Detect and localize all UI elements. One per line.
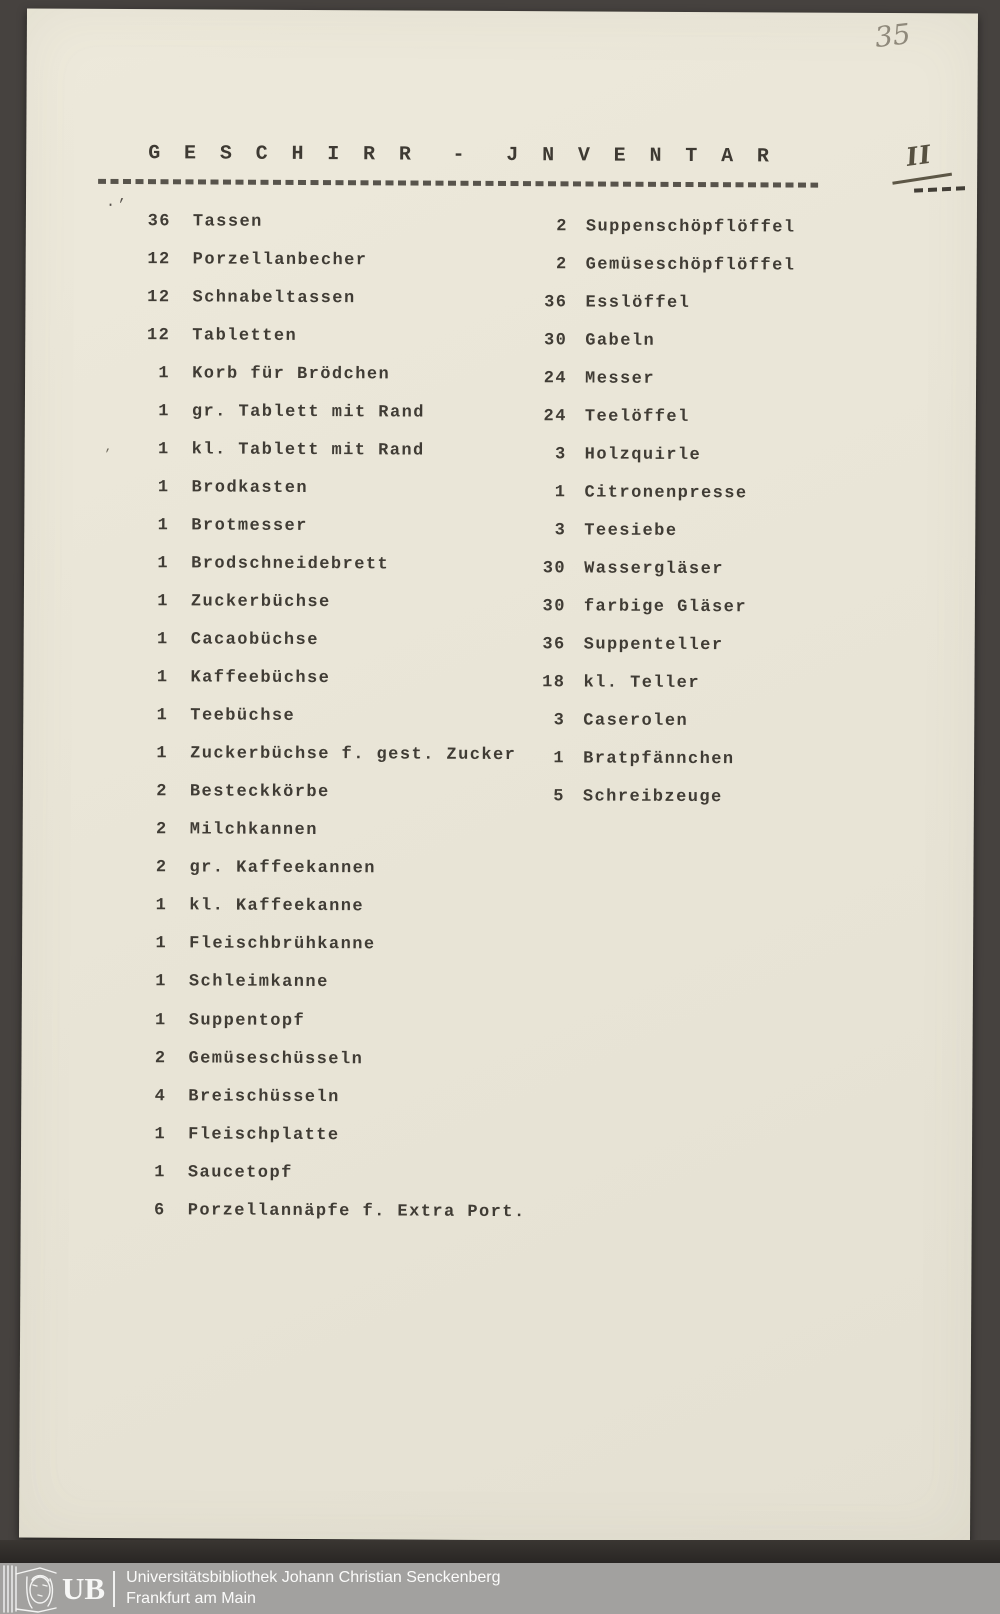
inventory-column-left [91,202,531,1232]
handwritten-section-mark: II [904,139,934,172]
item-quantity: 2 [556,216,568,236]
item-quantity: 36 [147,211,171,231]
item-name: Schleimkanne [188,972,329,993]
item-quantity: 30 [542,559,567,579]
document-title: G E S C H I R R - J N V E N T A R [148,142,775,169]
inventory-row [491,473,794,513]
item-name: Holzquirle [584,445,702,465]
item-quantity: 1 [156,668,169,688]
item-quantity: 3 [554,521,567,541]
item-quantity: 24 [543,368,568,389]
scan-shadow-strip [0,1540,1000,1563]
item-quantity: 4 [154,1086,167,1106]
inventory-row [492,283,795,323]
section-mark-dashes [914,186,969,193]
inventory-row [93,773,528,813]
inventory-row [93,696,528,736]
library-name-block [126,1568,500,1609]
inventory-row [94,506,529,546]
item-quantity: 1 [157,554,170,574]
inventory-row [492,397,795,437]
inventory-row [96,202,531,242]
item-quantity: 1 [155,972,167,992]
inventory-row [490,778,793,818]
inventory-row [92,1001,527,1041]
item-name: Brodschneidebrett [191,554,390,575]
item-name: Cacaobüchse [190,630,319,651]
item-quantity: 2 [155,858,168,878]
item-name: kl. Tablett mit Rand [191,440,425,461]
inventory-row [491,625,794,665]
item-name: Citronenpresse [584,483,748,504]
item-quantity: 1 [155,1010,167,1030]
library-name: Universitätsbibliothek Johann Christian Senckenberg [126,1569,501,1586]
inventory-row [94,620,529,660]
item-quantity: 1 [157,440,170,460]
item-quantity: 1 [154,1162,166,1182]
item-name: Suppenschöpflöffel [585,216,796,238]
item-quantity: 2 [154,1048,167,1068]
inventory-row [92,849,527,889]
library-logo-portrait-icon [2,1565,60,1613]
item-name: Esslöffel [585,293,691,313]
item-name: gr. Kaffeekannen [189,858,376,879]
handwritten-page-number: 35 [873,17,913,55]
inventory-column-right [490,207,796,817]
item-name: Porzellannäpfe f. Extra Port. [187,1201,526,1222]
inventory-row [490,740,793,780]
item-quantity: 1 [155,934,168,954]
item-name: kl. Teller [583,673,701,694]
item-quantity: 24 [543,406,567,427]
inventory-row [91,1039,526,1079]
item-name: Suppentopf [188,1010,306,1031]
section-mark-underline [892,173,952,185]
inventory-row [91,1077,526,1117]
item-quantity: 1 [554,483,567,503]
item-quantity: 1 [156,744,169,764]
item-name: Fleischplatte [188,1125,340,1145]
item-name: Wassergläser [584,559,724,580]
item-name: Bratpfännchen [583,749,735,770]
stray-ink-dot: ·’ [105,196,129,215]
inventory-row [95,354,530,394]
item-name: farbige Gläser [583,597,748,618]
library-logo-ub-text: UB [62,1571,106,1606]
item-quantity: 1 [553,749,566,769]
item-quantity: 2 [156,820,168,840]
logo-divider [113,1571,115,1607]
inventory-row [96,240,531,280]
item-quantity: 2 [156,782,168,802]
item-quantity: 18 [542,673,566,693]
inventory-row [95,316,530,356]
inventory-row [492,321,795,361]
item-quantity: 30 [543,330,568,351]
item-quantity: 3 [554,445,567,465]
inventory-row [493,245,796,285]
item-name: Teesiebe [584,521,678,541]
library-city: Frankfurt am Main [126,1589,256,1607]
item-name: Teelöffel [584,407,690,427]
inventory-row [491,587,794,627]
item-quantity: 30 [542,597,566,617]
item-quantity: 1 [157,592,169,612]
inventory-row [95,278,530,318]
item-name: Besteckkörbe [189,782,330,803]
item-name: Brodkasten [191,478,309,498]
item-name: Teebüchse [190,706,296,727]
item-name: Gabeln [585,331,656,351]
item-name: Korb für Brödchen [192,364,391,385]
item-name: Messer [585,369,656,389]
inventory-row [491,511,794,551]
item-quantity: 12 [147,287,171,307]
item-quantity: 1 [158,363,171,383]
paper-sheet [19,9,978,1543]
item-name: Tabletten [192,326,298,346]
item-name: Saucetopf [187,1163,293,1183]
inventory-row [92,887,527,927]
item-name: kl. Kaffeekanne [189,896,365,917]
item-name: Fleischbrühkanne [189,934,376,955]
inventory-row [93,811,528,851]
item-name: Porzellanbecher [192,249,368,270]
inventory-row [492,435,795,475]
item-name: Zuckerbüchse [190,592,331,613]
item-quantity: 1 [156,706,169,726]
item-name: Brotmesser [191,516,308,536]
inventory-row [93,658,528,698]
item-quantity: 1 [157,478,170,498]
item-name: Schreibzeuge [582,787,723,808]
item-name: Caserolen [583,711,689,732]
library-logo [2,1565,126,1613]
item-name: Schnabeltassen [192,288,356,308]
item-quantity: 5 [553,787,565,807]
item-name: Milchkannen [189,820,318,841]
item-quantity: 36 [542,635,566,655]
item-quantity: 1 [154,1124,167,1144]
inventory-row [91,1191,526,1231]
item-quantity: 36 [544,292,568,312]
item-quantity: 3 [553,711,566,731]
inventory-row [93,735,528,775]
inventory-row [91,1153,526,1193]
item-name: gr. Tablett mit Rand [191,402,425,423]
item-quantity: 1 [158,401,170,422]
item-name: Breischüsseln [188,1086,340,1107]
inventory-row [92,963,527,1003]
inventory-row [493,207,796,247]
item-quantity: 2 [555,254,568,274]
item-quantity: 12 [146,325,171,345]
inventory-row [94,582,529,622]
inventory-row [95,430,530,470]
item-name: Suppenteller [583,635,724,656]
inventory-row [490,664,793,704]
inventory-row [94,468,529,508]
inventory-row [95,392,530,432]
stray-margin-tick: ’ [103,446,112,462]
title-underline-dashes [98,179,818,188]
item-name: Gemüseschöpflöffel [585,255,796,276]
item-name: Kaffeebüchse [190,668,331,689]
item-quantity: 12 [147,249,171,269]
inventory-row [92,925,527,965]
inventory-row [490,702,793,742]
item-name: Tassen [192,211,263,232]
item-name: Zuckerbüchse f. gest. Zucker [190,744,517,766]
item-quantity: 1 [157,630,169,650]
library-footer-bar [0,1563,1000,1614]
inventory-row [91,1115,526,1155]
inventory-row [492,359,795,399]
item-quantity: 1 [155,896,168,916]
item-name: Gemüseschüsseln [188,1048,364,1069]
inventory-row [94,544,529,584]
item-quantity: 1 [157,516,170,536]
item-quantity: 6 [154,1200,166,1220]
inventory-row [491,549,794,589]
